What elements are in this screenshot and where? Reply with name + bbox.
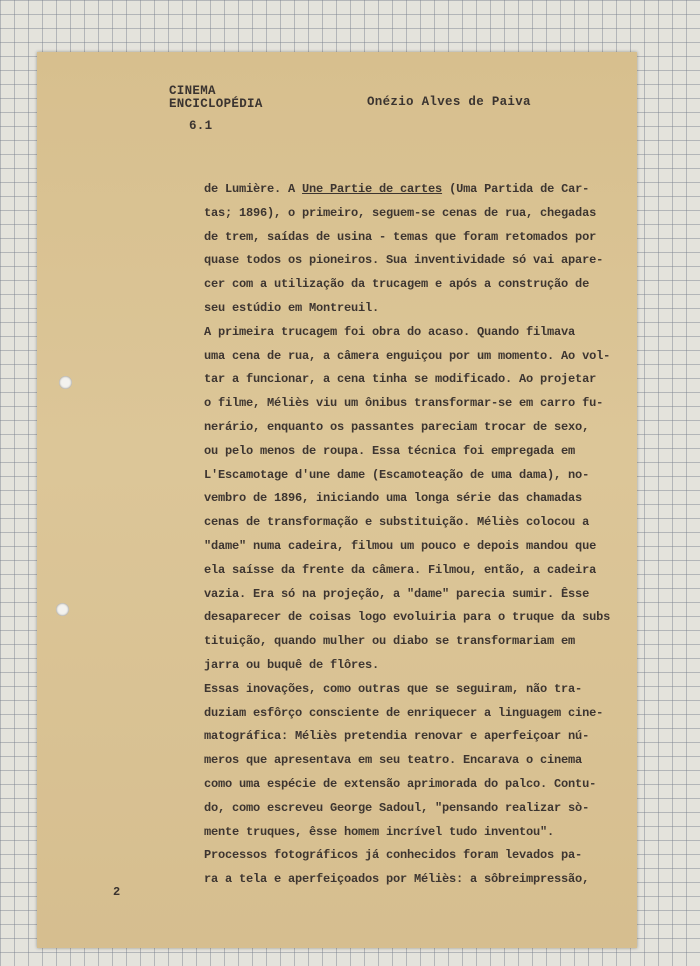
category-line: CINEMA — [169, 84, 216, 98]
text-line — [204, 273, 624, 297]
text-segment: uma cena de rua, a câmera enguiçou por um momento. Ao vol- — [204, 348, 611, 363]
text-segment: cenas de transformação e substituição. Méliès colocou a — [204, 515, 590, 530]
text-segment: do, como escreveu George Sadoul, "pensando realizar sò- — [204, 800, 590, 815]
text-line — [204, 368, 624, 392]
text-segment: L'Escamotage d'une dame (Escamoteação de uma dama), no- — [204, 467, 590, 482]
text-line — [204, 511, 624, 535]
text-line — [204, 654, 624, 678]
text-line — [204, 559, 624, 583]
text-line — [204, 416, 624, 440]
text-line — [204, 583, 624, 607]
text-line — [204, 487, 624, 511]
text-segment: desaparecer de coisas logo evoluiria para o truque da subs — [204, 610, 611, 625]
text-line — [204, 345, 624, 369]
body-text — [204, 178, 624, 892]
text-line — [204, 773, 624, 797]
folio-number: 2 — [113, 885, 121, 899]
text-line — [204, 249, 624, 273]
text-line — [204, 226, 624, 250]
text-segment: nerário, enquanto os passantes pareciam trocar de sexo, — [204, 419, 590, 434]
author-name: Onézio Alves de Paiva — [367, 95, 531, 109]
category-heading — [169, 85, 263, 111]
text-segment: quase todos os pioneiros. Sua inventividade só vai apare- — [204, 253, 604, 268]
text-segment: meros que apresentava em seu teatro. Encarava o cinema — [204, 753, 583, 768]
category-line: ENCICLOPÉDIA — [169, 97, 263, 111]
text-line — [204, 868, 624, 892]
text-segment: de Lumière. A — [204, 182, 303, 196]
text-line — [204, 464, 624, 488]
text-line — [204, 749, 624, 773]
text-segment: tituição, quando mulher ou diabo se transformariam em — [204, 634, 576, 649]
punch-hole — [59, 376, 72, 389]
text-segment: duziam esfôrço consciente de enriquecer a linguagem cine- — [204, 705, 604, 720]
text-line — [204, 702, 624, 726]
text-segment: ra a tela e aperfeiçoados por Méliès: a sôbreimpressão, — [204, 872, 590, 887]
text-line — [204, 392, 624, 416]
text-segment: como uma espécie de extensão aprimorada do palco. Contu- — [204, 776, 597, 791]
text-segment: tar a funcionar, a cena tinha se modificado. Ao projetar — [204, 372, 597, 387]
text-line — [204, 178, 624, 202]
text-segment: matográfica: Méliès pretendia renovar e aperfeiçoar nú- — [204, 729, 590, 744]
text-segment: o filme, Méliès viu um ônibus transformar-se em carro fu- — [204, 396, 604, 411]
text-segment: Essas inovações, como outras que se seguiram, não tra- — [204, 681, 583, 696]
text-segment: vazia. Era só na projeção, a "dame" parecia sumir. Êsse — [204, 586, 590, 601]
text-line — [204, 321, 624, 345]
text-line — [204, 297, 624, 321]
punch-hole — [56, 603, 69, 616]
text-line — [204, 630, 624, 654]
text-line — [204, 678, 624, 702]
text-segment: tas; 1896), o primeiro, seguem-se cenas de rua, chegadas — [204, 205, 597, 220]
text-line — [204, 797, 624, 821]
text-line — [204, 440, 624, 464]
text-line — [204, 606, 624, 630]
text-segment: vembro de 1896, iniciando uma longa série das chamadas — [204, 491, 583, 506]
text-segment: A primeira trucagem foi obra do acaso. Quando filmava — [204, 324, 576, 339]
film-title: Une Partie de cartes — [302, 182, 443, 196]
page-number: 6.1 — [189, 119, 213, 133]
text-segment: cer com a utilização da trucagem e após a construção de — [204, 277, 590, 292]
text-segment: ela saísse da frente da câmera. Filmou, então, a cadeira — [204, 562, 597, 577]
text-line — [204, 844, 624, 868]
text-segment: seu estúdio em Montreuil. — [204, 300, 380, 315]
text-line — [204, 202, 624, 226]
text-line — [204, 535, 624, 559]
text-segment: mente truques, êsse homem incrível tudo inventou". — [204, 824, 555, 839]
text-line — [204, 725, 624, 749]
document-page — [37, 52, 637, 948]
text-segment: jarra ou buquê de flôres. — [204, 657, 380, 672]
text-line — [204, 821, 624, 845]
text-segment: (Uma Partida de Car- — [442, 182, 590, 196]
text-segment: "dame" numa cadeira, filmou um pouco e depois mandou que — [204, 538, 597, 553]
text-segment: Processos fotográficos já conhecidos foram levados pa- — [204, 848, 583, 863]
text-segment: ou pelo menos de roupa. Essa técnica foi empregada em — [204, 443, 576, 458]
text-segment: de trem, saídas de usina - temas que foram retomados por — [204, 229, 597, 244]
